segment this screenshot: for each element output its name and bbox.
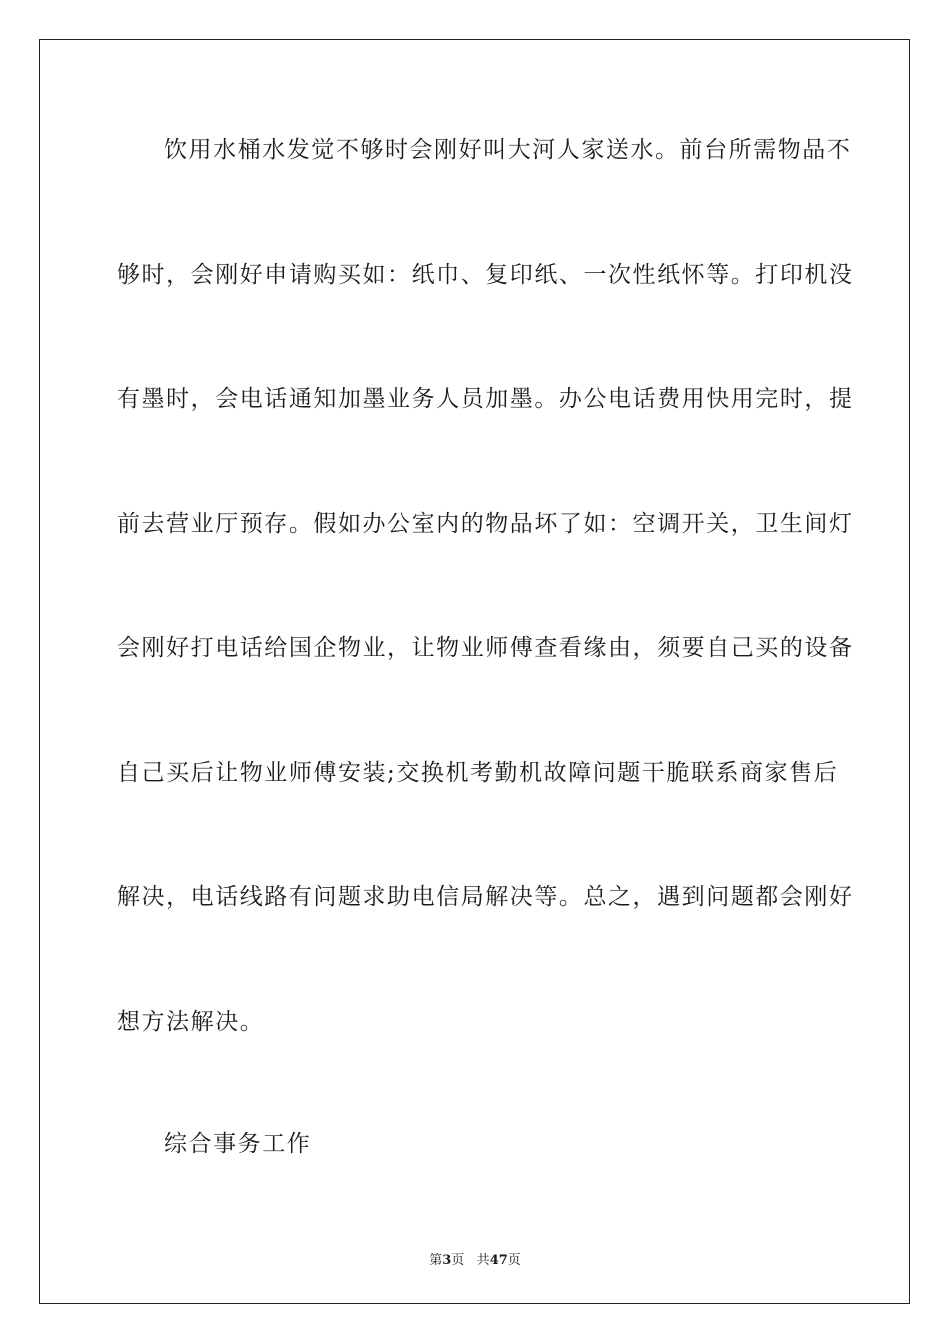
footer-total-pages: 47 [489,1253,508,1268]
footer-total-suffix: 页 [507,1253,521,1268]
footer-page-number: 3 [442,1253,452,1268]
paragraph-line-8: 想方法解决。 [117,1009,265,1035]
paragraph-line-1: 饮用水桶水发觉不够时会刚好叫大河人家送水。前台所需物品不 [164,137,852,163]
section-heading: 综合事务工作 [164,1131,312,1157]
footer-prefix: 第 [429,1253,443,1268]
page-footer [0,1249,950,1268]
footer-page-suffix: 页 [451,1253,465,1268]
paragraph-line-6: 自己买后让物业师傅安装;交换机考勤机故障问题干脆联系商家售后 [117,760,839,786]
page-border [39,39,910,1304]
paragraph-line-4: 前去营业厅预存。假如办公室内的物品坏了如：空调开关，卫生间灯 [117,511,854,537]
paragraph-line-3: 有墨时，会电话通知加墨业务人员加墨。办公电话费用快用完时，提 [117,386,854,412]
paragraph-line-2: 够时，会刚好申请购买如：纸巾、复印纸、一次性纸怀等。打印机没 [117,262,854,288]
footer-total-prefix: 共 [476,1253,490,1268]
paragraph-line-7: 解决，电话线路有问题求助电信局解决等。总之，遇到问题都会刚好 [117,884,854,910]
paragraph-line-5: 会刚好打电话给国企物业，让物业师傅查看缘由，须要自己买的设备 [117,635,854,661]
